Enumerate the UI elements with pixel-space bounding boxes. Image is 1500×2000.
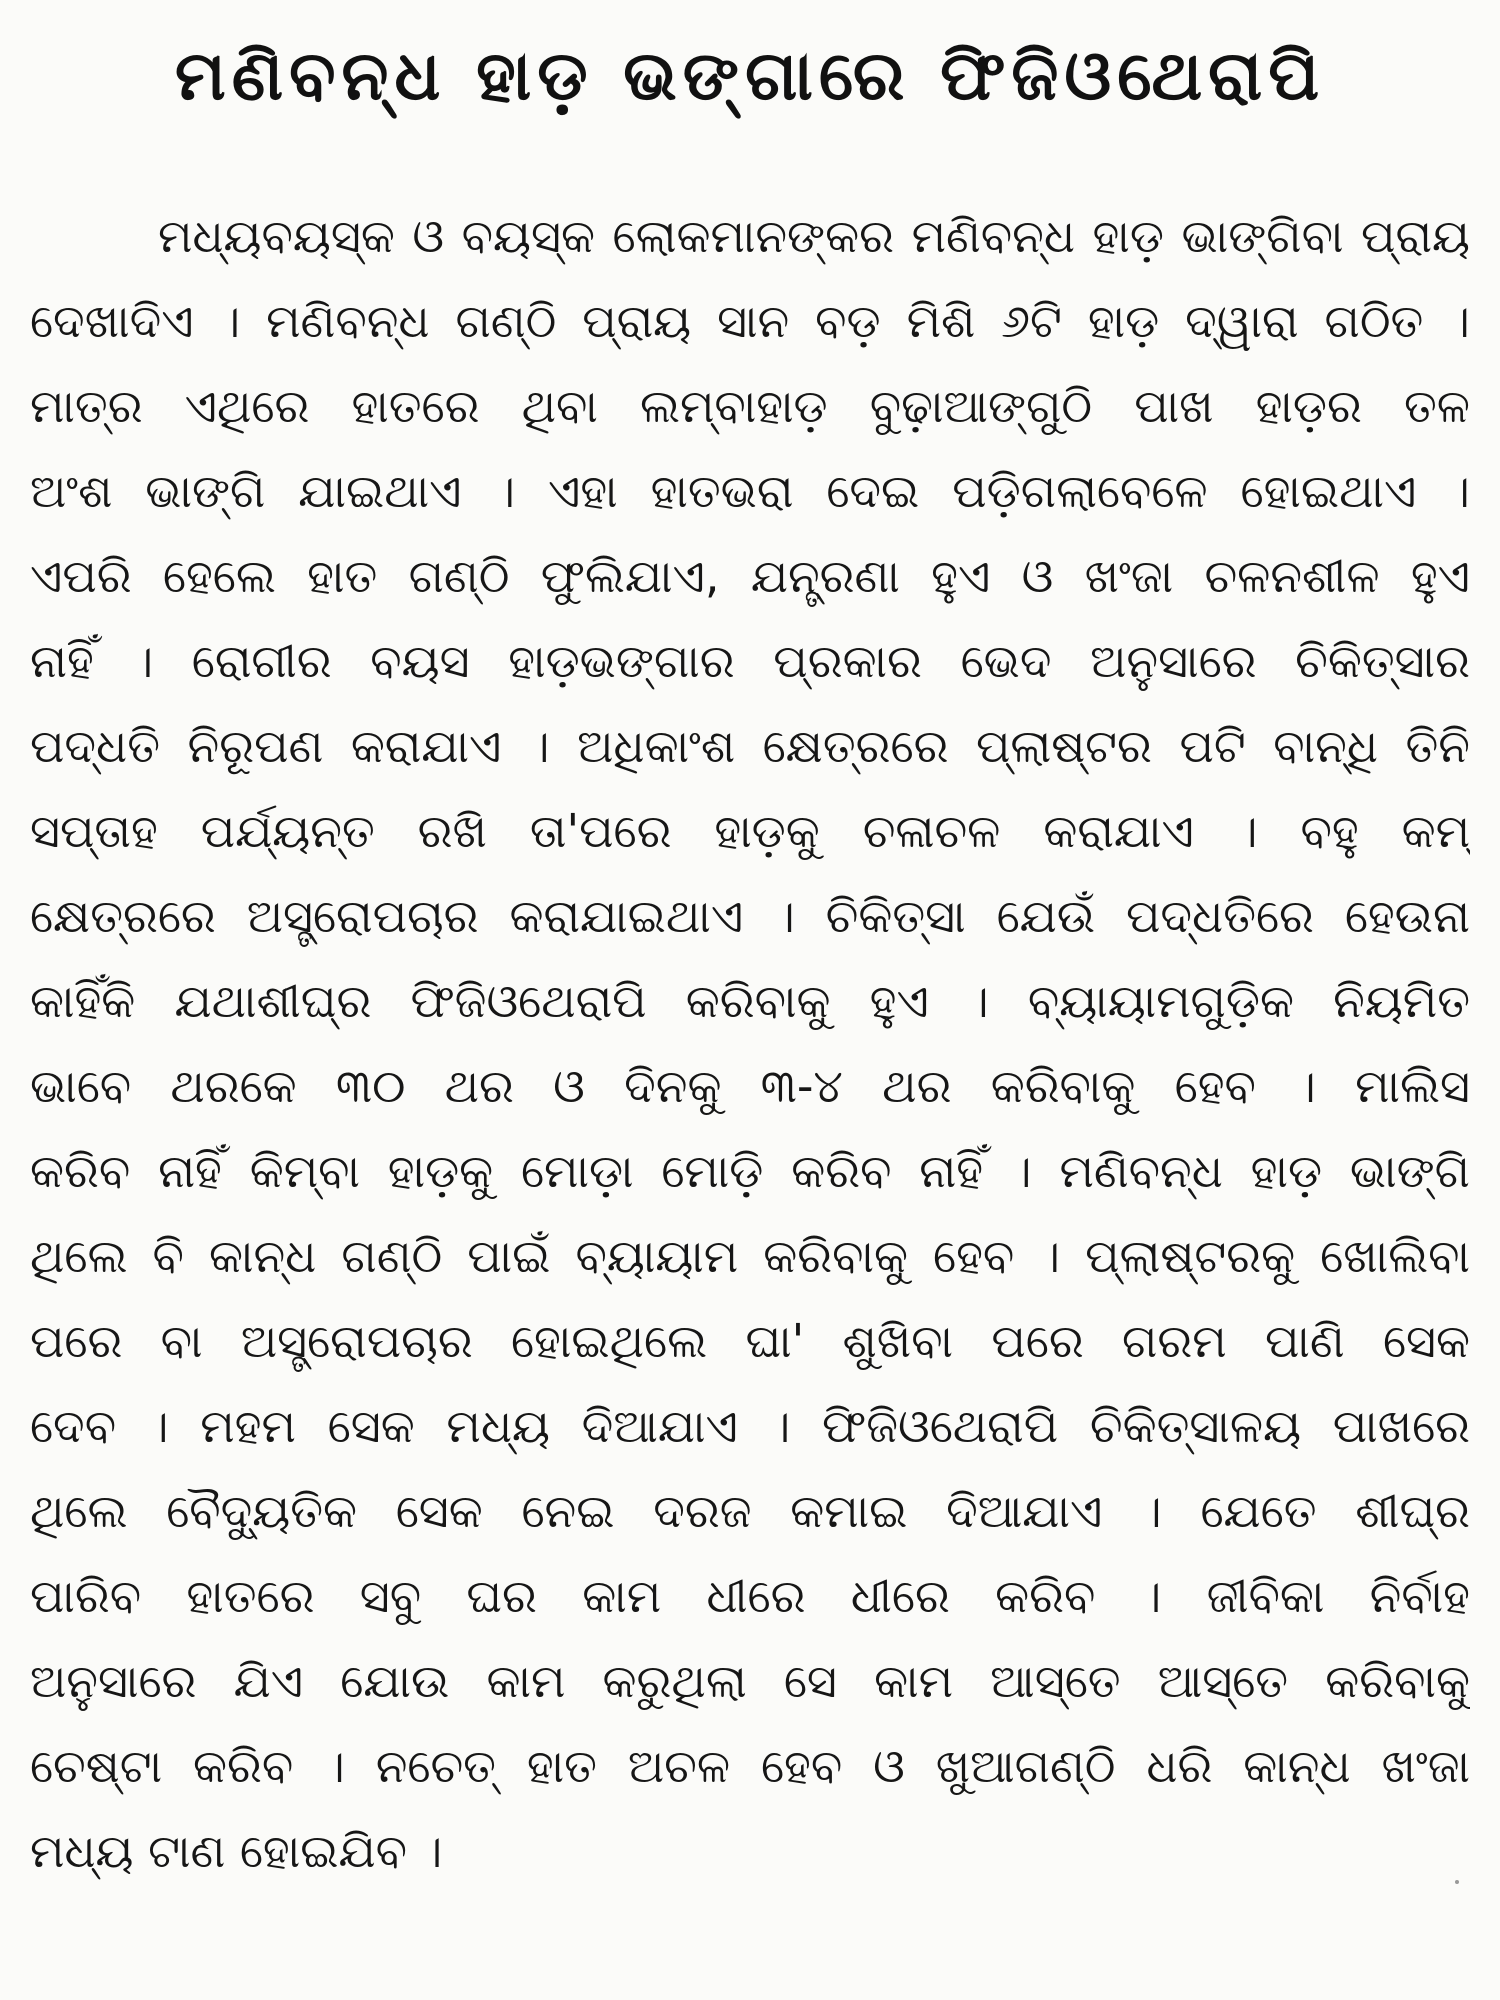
paragraph-line: କାହିଁକି ଯଥାଶୀଘ୍ର ଫିଜିଓଥେରାପି କରିବାକୁ ହୁଏ । ବ୍ୟାୟାମଗୁଡ଼ିକ ନିୟମିତ	[30, 974, 1470, 1028]
article-title: ମଣିବନ୍ଧ ହାଡ଼ ଭଙ୍ଗାରେ ଫିଜିଓଥେରାପି	[174, 37, 1326, 116]
paragraph-line: ମାତ୍ର ଏଥିରେ ହାତରେ ଥିବା ଲମ୍ବାହାଡ଼ ବୁଢ଼ାଆଙ୍ଗୁଠି ପାଖ ହାଡ଼ର ତଳ	[30, 379, 1470, 433]
paragraph-line: ସପ୍ତାହ ପର୍ଯ୍ୟନ୍ତ ରଖି ତା'ପରେ ହାଡ଼କୁ ଚଳାଚଳ କରାଯାଏ । ବହୁ କମ୍	[30, 804, 1470, 858]
paragraph-line: ନାହିଁ । ରୋଗୀର ବୟସ ହାଡ଼ଭଙ୍ଗାର ପ୍ରକାର ଭେଦ ଅନୁସାରେ ଚିକିତ୍ସାର	[30, 634, 1470, 688]
paragraph-line: ପଦ୍ଧତି ନିରୂପଣ କରାଯାଏ । ଅଧିକାଂଶ କ୍ଷେତ୍ରରେ ପ୍ଲାଷ୍ଟର ପଟି ବାନ୍ଧି ତିନି	[30, 719, 1470, 773]
paragraph-line: କରିବ ନାହିଁ କିମ୍ବା ହାଡ଼କୁ ମୋଡ଼ା ମୋଡ଼ି କରିବ ନାହିଁ । ମଣିବନ୍ଧ ହାଡ଼ ଭାଙ୍ଗି	[30, 1144, 1470, 1198]
paragraph-line: ଅଂଶ ଭାଙ୍ଗି ଯାଇଥାଏ । ଏହା ହାତଭରା ଦେଇ ପଡ଼ିଗଲାବେଳେ ହୋଇଥାଏ ।	[30, 464, 1470, 518]
paragraph-line: ଦେଖାଦିଏ । ମଣିବନ୍ଧ ଗଣ୍ଠି ପ୍ରାୟ ସାନ ବଡ଼ ମିଶି ୬ଟି ହାଡ଼ ଦ୍ୱାରା ଗଠିତ ।	[30, 294, 1470, 348]
paragraph-line: ଏପରି ହେଲେ ହାତ ଗଣ୍ଠି ଫୁଲିଯାଏ, ଯନ୍ତ୍ରଣା ହୁଏ ଓ ଖଂଜା ଚଳନଶୀଳ ହୁଏ	[30, 549, 1470, 603]
paragraph-line: ପରେ ବା ଅସ୍ତ୍ରୋପଚାର ହୋଇଥିଲେ ଘା' ଶୁଖିବା ପରେ ଗରମ ପାଣି ସେକ	[30, 1314, 1470, 1368]
paragraph-line: ଦେବ । ମହମ ସେକ ମଧ୍ୟ ଦିଆଯାଏ । ଫିଜିଓଥେରାପି ଚିକିତ୍ସାଳୟ ପାଖରେ	[30, 1399, 1470, 1453]
paragraph-line: ପାରିବ ହାତରେ ସବୁ ଘର କାମ ଧୀରେ ଧୀରେ କରିବ । ଜୀବିକା ନିର୍ବାହ	[30, 1569, 1470, 1623]
paragraph-line: ଅନୁସାରେ ଯିଏ ଯୋଉ କାମ କରୁଥିଲା ସେ କାମ ଆସ୍ତେ ଆସ୍ତେ କରିବାକୁ	[30, 1654, 1470, 1708]
paragraph-line: ଚେଷ୍ଟା କରିବ । ନଚେତ୍ ହାତ ଅଚଳ ହେବ ଓ ଖୁଆଗଣ୍ଠି ଧରି କାନ୍ଧ ଖଂଜା	[30, 1739, 1470, 1793]
paragraph-line: ମଧ୍ୟବୟସ୍କ ଓ ବୟସ୍କ ଲୋକମାନଙ୍କର ମଣିବନ୍ଧ ହାଡ଼ ଭାଙ୍ଗିବା ପ୍ରାୟ	[158, 209, 1470, 263]
scan-speck	[1455, 1880, 1459, 1884]
article-body	[30, 194, 1470, 1894]
paragraph-line: ଥିଲେ ବୈଦ୍ୟୁତିକ ସେକ ନେଇ ଦରଜ କମାଇ ଦିଆଯାଏ । ଯେତେ ଶୀଘ୍ର	[30, 1484, 1470, 1538]
paragraph-line: ଭାବେ ଥରକେ ୩୦ ଥର ଓ ଦିନକୁ ୩-୪ ଥର କରିବାକୁ ହେବ । ମାଲିସ	[30, 1059, 1470, 1113]
paragraph-line: ଥିଲେ ବି କାନ୍ଧ ଗଣ୍ଠି ପାଇଁ ବ୍ୟାୟାମ କରିବାକୁ ହେବ । ପ୍ଲାଷ୍ଟରକୁ ଖୋଲିବା	[30, 1229, 1470, 1283]
paragraph-line: କ୍ଷେତ୍ରରେ ଅସ୍ତ୍ରୋପଚାର କରାଯାଇଥାଏ । ଚିକିତ୍ସା ଯେଉଁ ପଦ୍ଧତିରେ ହେଉନା	[30, 889, 1470, 943]
paragraph-line: ମଧ୍ୟ ଟାଣ ହୋଇଯିବ ।	[30, 1824, 443, 1878]
